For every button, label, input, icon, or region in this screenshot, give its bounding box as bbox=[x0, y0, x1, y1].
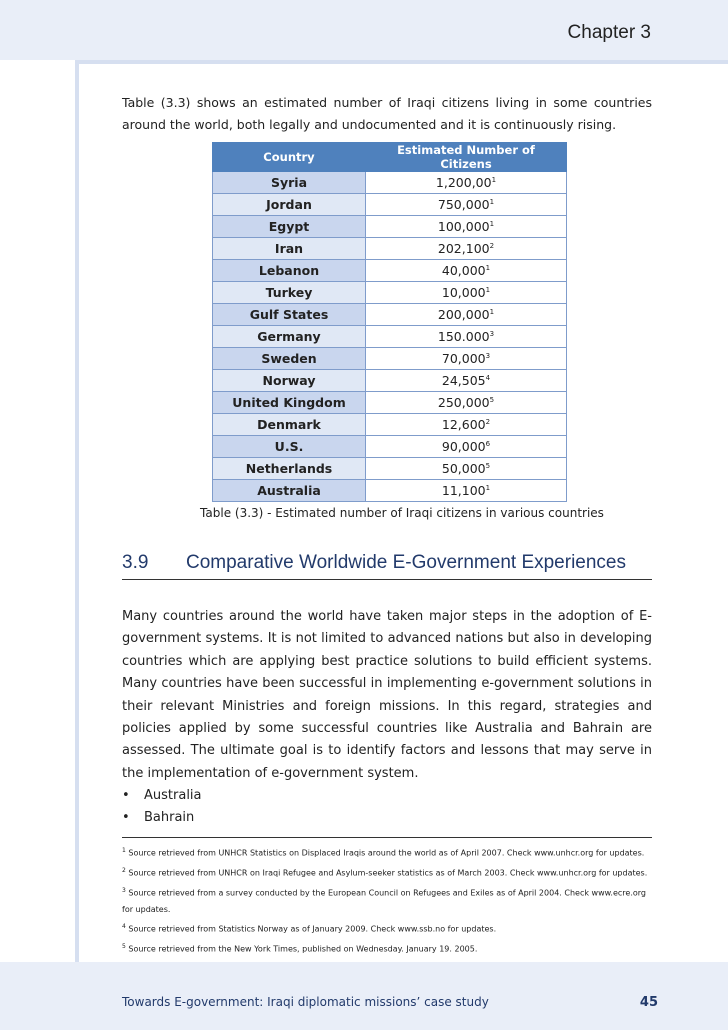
footnote-ref: 3 bbox=[489, 329, 495, 338]
estimate-cell bbox=[366, 216, 567, 238]
footnote-text: Source retrieved from UNHCR Statistics on Displaced Iraqis around the world as of April 2007. Check www.unhcr.org for updates. bbox=[128, 848, 645, 858]
left-rule bbox=[75, 64, 79, 962]
footer-title: Towards E-government: Iraqi diplomatic missions’ case study bbox=[122, 995, 489, 1009]
table-row bbox=[213, 436, 567, 458]
footnote-ref: 1 bbox=[489, 197, 495, 206]
table-row bbox=[213, 480, 567, 502]
footnote-text: Source retrieved from a survey conducted by the European Council on Refugees and Exiles as of April 2004. Check www.ecre.org for updates. bbox=[122, 888, 646, 915]
header-rule bbox=[75, 60, 728, 64]
country-cell: Lebanon bbox=[213, 260, 366, 282]
bullet-item: • Bahrain bbox=[122, 807, 652, 829]
table-row bbox=[213, 348, 567, 370]
estimate-value: 24,505 bbox=[441, 373, 486, 388]
footnote-ref: 6 bbox=[485, 439, 491, 448]
table-body bbox=[213, 172, 567, 502]
section-number: 3.9 bbox=[122, 552, 149, 573]
estimate-cell bbox=[366, 458, 567, 480]
section-heading bbox=[122, 552, 652, 580]
footnote-text: Source retrieved from UNHCR on Iraqi Refugee and Asylum-seeker statistics as of March 2003. Check www.unhcr.org for updates. bbox=[128, 868, 648, 878]
estimate-value: 70,000 bbox=[441, 351, 486, 366]
footnote-ref: 1 bbox=[485, 483, 491, 492]
footnote-ref: 3 bbox=[485, 351, 491, 360]
estimate-value: 1,200,00 bbox=[435, 175, 492, 190]
table-row bbox=[213, 392, 567, 414]
footnote-ref: 2 bbox=[489, 241, 495, 250]
footnote-ref: 1 bbox=[489, 307, 495, 316]
estimate-value: 40,000 bbox=[441, 263, 486, 278]
country-cell: Iran bbox=[213, 238, 366, 260]
footnote bbox=[122, 862, 652, 882]
page-number: 45 bbox=[639, 995, 658, 1010]
table-row bbox=[213, 260, 567, 282]
footnote bbox=[122, 918, 652, 938]
table-caption: Table (3.3) - Estimated number of Iraqi citizens in various countries bbox=[200, 506, 604, 520]
table-row bbox=[213, 370, 567, 392]
estimate-cell bbox=[366, 172, 567, 194]
estimate-cell bbox=[366, 414, 567, 436]
footnote-text: Source retrieved from the New York Times, published on Wednesday. January 19. 2005. bbox=[128, 944, 478, 954]
estimate-cell bbox=[366, 326, 567, 348]
country-cell: Australia bbox=[213, 480, 366, 502]
footnote-ref: 1 bbox=[489, 219, 495, 228]
citizens-table bbox=[212, 142, 567, 502]
country-cell: Egypt bbox=[213, 216, 366, 238]
estimate-value: 11,100 bbox=[441, 483, 486, 498]
footnote-number: 3 bbox=[122, 886, 126, 894]
footnote-text: Source retrieved from Statistics Norway as of January 2009. Check www.ssb.no for updates. bbox=[128, 924, 497, 934]
footnote bbox=[122, 882, 652, 919]
table-row bbox=[213, 216, 567, 238]
country-cell: United Kingdom bbox=[213, 392, 366, 414]
estimate-cell bbox=[366, 392, 567, 414]
country-cell: Netherlands bbox=[213, 458, 366, 480]
estimate-cell bbox=[366, 194, 567, 216]
table-row bbox=[213, 304, 567, 326]
footnote-number: 5 bbox=[122, 942, 126, 950]
footnote bbox=[122, 938, 652, 958]
estimate-value: 100,000 bbox=[437, 219, 490, 234]
country-cell: Sweden bbox=[213, 348, 366, 370]
estimate-cell bbox=[366, 480, 567, 502]
country-cell: Turkey bbox=[213, 282, 366, 304]
estimate-value: 150.000 bbox=[437, 329, 490, 344]
footnote-ref: 1 bbox=[491, 175, 497, 184]
estimate-value: 250,000 bbox=[437, 395, 490, 410]
estimate-value: 12,600 bbox=[441, 417, 486, 432]
footnote-ref: 2 bbox=[485, 417, 491, 426]
estimate-value: 750,000 bbox=[437, 197, 490, 212]
table-row bbox=[213, 282, 567, 304]
estimate-cell bbox=[366, 238, 567, 260]
table-row bbox=[213, 326, 567, 348]
country-cell: Denmark bbox=[213, 414, 366, 436]
table-row bbox=[213, 172, 567, 194]
bullet-item: • Australia bbox=[122, 785, 652, 807]
footnote-ref: 5 bbox=[489, 395, 495, 404]
country-cell: Norway bbox=[213, 370, 366, 392]
column-header-estimate: Estimated Number of Citizens bbox=[366, 143, 567, 172]
country-cell: Syria bbox=[213, 172, 366, 194]
estimate-cell bbox=[366, 436, 567, 458]
estimate-cell bbox=[366, 304, 567, 326]
table-row bbox=[213, 414, 567, 436]
estimate-cell bbox=[366, 282, 567, 304]
table-row bbox=[213, 238, 567, 260]
footnote-ref: 4 bbox=[485, 373, 491, 382]
country-cell: Gulf States bbox=[213, 304, 366, 326]
footnote-ref: 1 bbox=[485, 263, 491, 272]
estimate-cell bbox=[366, 370, 567, 392]
footnote-ref: 5 bbox=[485, 461, 491, 470]
bullet-list bbox=[122, 785, 652, 829]
footnote-number: 1 bbox=[122, 847, 126, 855]
table-header-row bbox=[213, 143, 567, 172]
estimate-value: 202,100 bbox=[437, 241, 490, 256]
body-paragraph: Many countries around the world have taken major steps in the adoption of E-government systems. It is not limited to advanced nations but also in developing countries which are applying best practice solutions to build efficient systems. Many countries have been successful in implementing e-government solutions in their relevant Ministries and foreign missions. In this regard, strategies and policies applied by some successful countries like Australia and Bahrain are assessed. The ultimate goal is to identify factors and lessons that may serve in the implementation of e-government system. bbox=[122, 609, 652, 781]
estimate-cell bbox=[366, 260, 567, 282]
estimate-value: 200,000 bbox=[437, 307, 490, 322]
footnote-ref: 1 bbox=[485, 285, 491, 294]
estimate-value: 10,000 bbox=[441, 285, 486, 300]
footnotes bbox=[122, 837, 652, 977]
page-content bbox=[122, 92, 652, 977]
table-row bbox=[213, 194, 567, 216]
section-title-text: Comparative Worldwide E-Government Experiences bbox=[186, 552, 626, 573]
estimate-cell bbox=[366, 348, 567, 370]
column-header-country: Country bbox=[213, 143, 366, 172]
country-cell: Jordan bbox=[213, 194, 366, 216]
estimate-value: 90,000 bbox=[441, 439, 486, 454]
estimate-value: 50,000 bbox=[441, 461, 486, 476]
intro-paragraph: Table (3.3) shows an estimated number of Iraqi citizens living in some countries around the world, both legally and undocumented and it is continuously rising. bbox=[122, 95, 652, 132]
footnote-number: 4 bbox=[122, 923, 126, 931]
footnote-number: 2 bbox=[122, 866, 126, 874]
footnote bbox=[122, 842, 652, 862]
country-cell: Germany bbox=[213, 326, 366, 348]
table-row bbox=[213, 458, 567, 480]
country-cell: U.S. bbox=[213, 436, 366, 458]
chapter-title: Chapter 3 bbox=[567, 22, 651, 43]
